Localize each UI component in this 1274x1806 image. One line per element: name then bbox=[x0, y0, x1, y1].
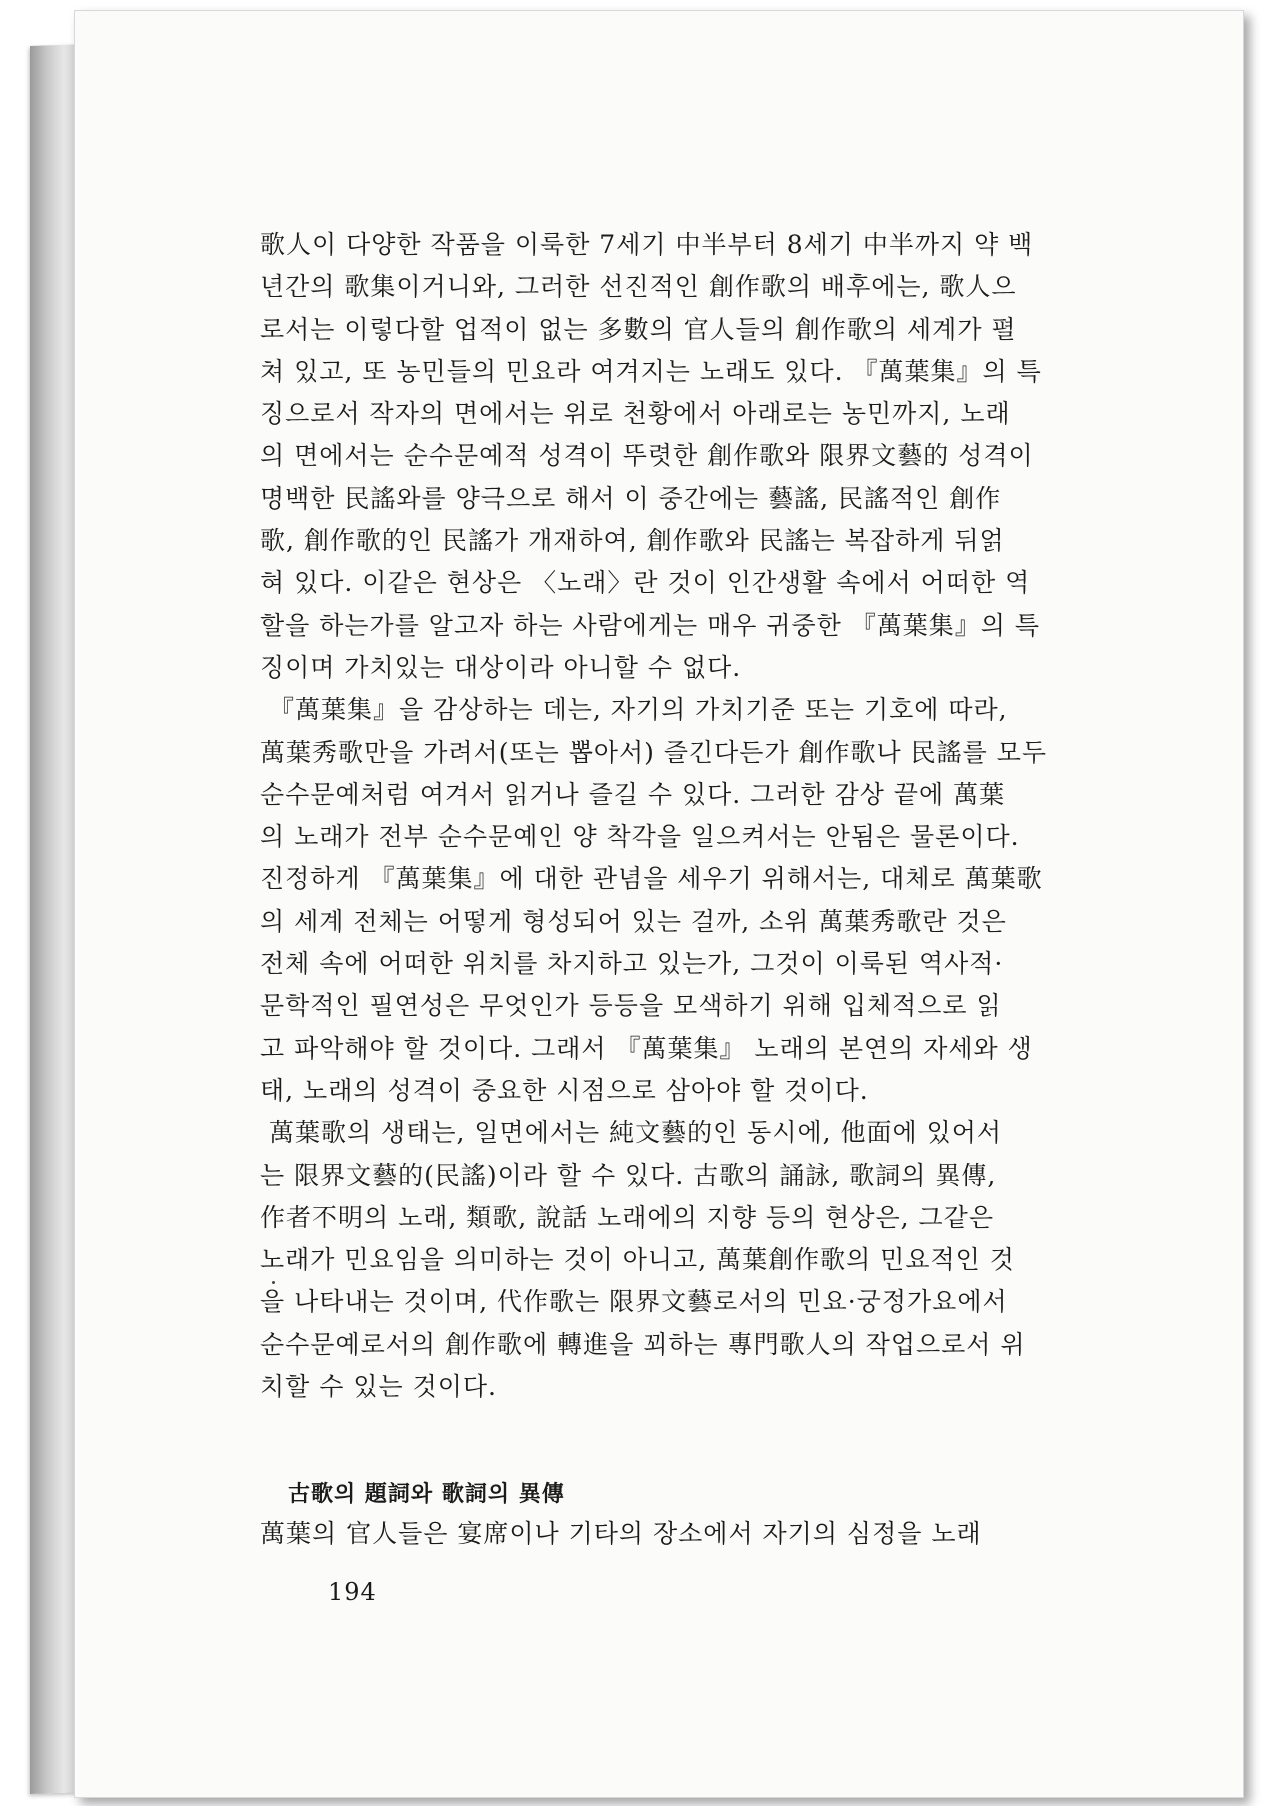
text-line: 歌人이 다양한 작품을 이룩한 7세기 中半부터 8세기 中半까지 약 백 bbox=[260, 230, 1034, 259]
text-line: 태, 노래의 성격이 중요한 시점으로 삼아야 할 것이다. bbox=[260, 1075, 869, 1105]
book-page bbox=[74, 10, 1244, 1798]
text-line: 萬葉歌의 생태는, 일면에서는 純文藝的인 동시에, 他面에 있어서 bbox=[260, 1118, 1003, 1148]
text-line: 萬葉의 官人들은 宴席이나 기타의 장소에서 자기의 심정을 노래 bbox=[260, 1519, 982, 1548]
text-line: 노래가 민요임을 의미하는 것이 아니고, 萬葉創作歌의 민요적인 것 bbox=[260, 1245, 1015, 1275]
book-spine bbox=[30, 44, 78, 1794]
text-line: 을 나타내는 것이며, 代作歌는 限界文藝로서의 민요·궁정가요에서 bbox=[260, 1287, 1008, 1317]
body-text bbox=[260, 224, 1172, 1408]
text-line: 치할 수 있는 것이다. bbox=[260, 1372, 497, 1402]
text-line: 명백한 民謠와를 양극으로 해서 이 중간에는 藝謠, 民謠적인 創作 bbox=[260, 483, 1002, 513]
text-line: 의 면에서는 순수문예적 성격이 뚜렷한 創作歌와 限界文藝的 성격이 bbox=[260, 441, 1034, 471]
text-line: 전체 속에 어떠한 위치를 차지하고 있는가, 그것이 이룩된 역사적· bbox=[260, 949, 1004, 979]
text-line: 는 限界文藝的(民謠)이라 할 수 있다. 古歌의 誦詠, 歌詞의 異傳, bbox=[260, 1160, 997, 1190]
text-line: 로서는 이렇다할 업적이 없는 多數의 官人들의 創作歌의 세계가 펼 bbox=[260, 314, 1017, 344]
text-line: 歌, 創作歌的인 民謠가 개재하여, 創作歌와 民謠는 복잡하게 뒤얽 bbox=[260, 526, 1005, 556]
text-line: 문학적인 필연성은 무엇인가 등등을 모색하기 위해 입체적으로 읽 bbox=[260, 991, 1002, 1021]
book-mockup bbox=[30, 10, 1252, 1800]
section bbox=[260, 1477, 1172, 1555]
text-line: 순수문예로서의 創作歌에 轉進을 꾀하는 專門歌人의 작업으로서 위 bbox=[260, 1329, 1026, 1359]
ink-speck bbox=[272, 1281, 275, 1284]
text-line: 혀 있다. 이같은 현상은 〈노래〉란 것이 인간생활 속에서 어떠한 역 bbox=[260, 568, 1031, 598]
text-line: 의 노래가 전부 순수문예인 양 착각을 일으켜서는 안됨은 물론이다. bbox=[260, 822, 1020, 852]
text-line: 징이며 가치있는 대상이라 아니할 수 없다. bbox=[260, 652, 742, 682]
text-line: 할을 하는가를 알고자 하는 사람에게는 매우 귀중한 『萬葉集』의 특 bbox=[260, 610, 1041, 640]
text-line: 作者不明의 노래, 類歌, 說話 노래에의 지향 등의 현상은, 그같은 bbox=[260, 1202, 994, 1232]
text-line: 『萬葉集』을 감상하는 데는, 자기의 가치기준 또는 기호에 따라, bbox=[260, 695, 1008, 725]
text-line: 고 파악해야 할 것이다. 그래서 『萬葉集』 노래의 본연의 자세와 생 bbox=[260, 1033, 1033, 1063]
text-line: 진정하게 『萬葉集』에 대한 관념을 세우기 위해서는, 대체로 萬葉歌 bbox=[260, 864, 1043, 894]
text-line: 萬葉秀歌만을 가려서(또는 뽑아서) 즐긴다든가 創作歌나 民謠를 모두 bbox=[260, 737, 1048, 767]
section-heading: 古歌의 題詞와 歌詞의 異傳 bbox=[288, 1482, 565, 1507]
page-number: 194 bbox=[328, 1578, 377, 1606]
text-line: 의 세계 전체는 어떻게 형성되어 있는 걸까, 소위 萬葉秀歌란 것은 bbox=[260, 906, 1007, 936]
text-line: 년간의 歌集이거니와, 그러한 선진적인 創作歌의 배후에는, 歌人으 bbox=[260, 272, 1017, 302]
text-line: 순수문예처럼 여겨서 읽거나 즐길 수 있다. 그러한 감상 끝에 萬葉 bbox=[260, 779, 1006, 809]
text-line: 징으로서 작자의 면에서는 위로 천황에서 아래로는 농민까지, 노래 bbox=[260, 399, 1011, 429]
text-line: 쳐 있고, 또 농민들의 민요라 여겨지는 노래도 있다. 『萬葉集』의 특 bbox=[260, 356, 1042, 386]
